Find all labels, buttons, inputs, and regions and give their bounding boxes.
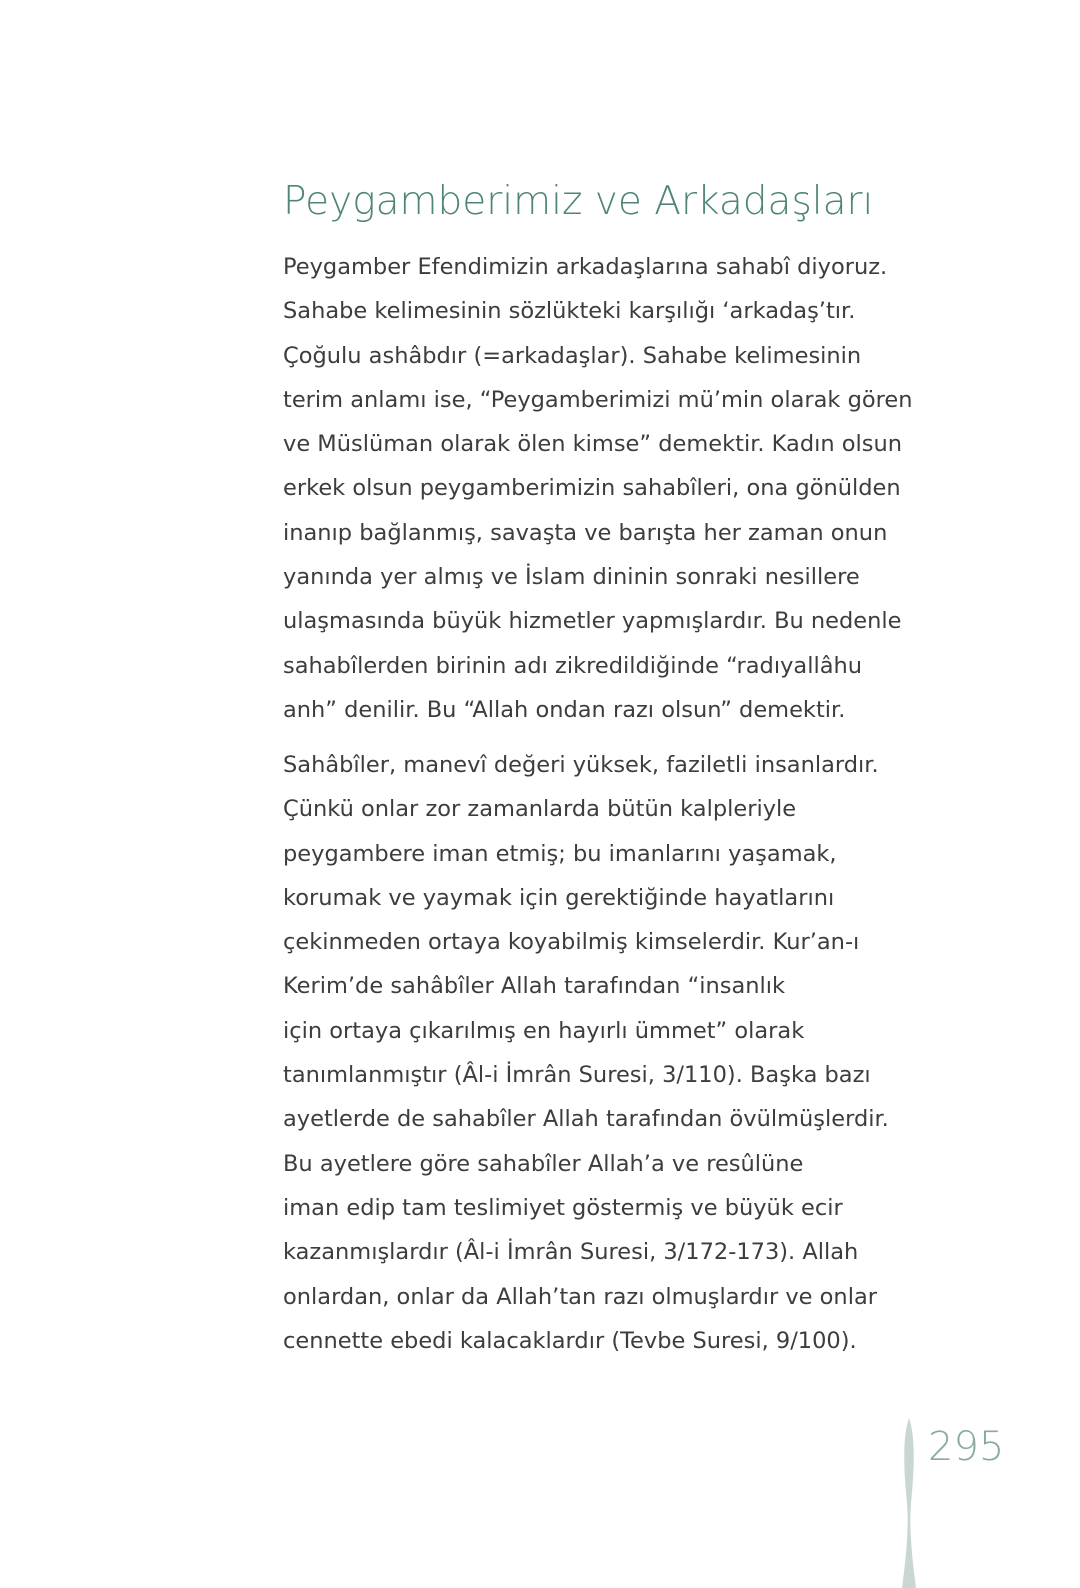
- text-line: Çünkü onlar zor zamanlarda bütün kalpleriyle: [283, 796, 797, 823]
- text-line: Sahabe kelimesinin sözlükteki karşılığı ‘arkadaş’tır.: [283, 298, 856, 325]
- text-line: korumak ve yaymak için gerektiğinde hayatlarını: [283, 884, 835, 911]
- text-line: ve Müslüman olarak ölen kimse” demektir. Kadın olsun: [283, 431, 903, 458]
- text-line: Peygamber Efendimizin arkadaşlarına sahabî diyoruz.: [283, 254, 888, 280]
- leaf-ornament-shape: [902, 1418, 916, 1588]
- text-line: peygambere iman etmiş; bu imanlarını yaşamak,: [283, 840, 837, 867]
- text-line: ulaşmasında büyük hizmetler yapmışlardır. Bu nedenle: [283, 608, 902, 635]
- text-line: sahabîlerden birinin adı zikredildiğinde “radıyallâhu: [283, 652, 863, 679]
- text-line: ayetlerde de sahabîler Allah tarafından övülmüşlerdir.: [283, 1106, 889, 1133]
- text-line: çekinmeden ortaya koyabilmiş kimselerdir. Kur’an-ı: [283, 929, 860, 956]
- paragraph-1: [283, 245, 913, 732]
- text-line: için ortaya çıkarılmış en hayırlı ümmet” olarak: [283, 1017, 805, 1044]
- text-line: erkek olsun peygamberimizin sahabîleri, ona gönülden: [283, 475, 901, 502]
- paragraph-2: [283, 743, 889, 1363]
- text-line: anh” denilir. Bu “Allah ondan razı olsun” demektir.: [283, 696, 846, 723]
- text-line: onlardan, onlar da Allah’tan razı olmuşlardır ve onlar: [283, 1283, 877, 1310]
- text-line: kazanmışlardır (Âl-i İmrân Suresi, 3/172-173). Allah: [283, 1239, 859, 1266]
- text-line: tanımlanmıştır (Âl-i İmrân Suresi, 3/110). Başka bazı: [283, 1062, 871, 1089]
- text-line: cennette ebedi kalacaklardır (Tevbe Suresi, 9/100).: [283, 1327, 857, 1354]
- text-line: yanında yer almış ve İslam dininin sonraki nesillere: [283, 564, 860, 591]
- text-line: Çoğulu ashâbdır (=arkadaşlar). Sahabe kelimesinin: [283, 342, 862, 369]
- text-line: inanıp bağlanmış, savaşta ve barışta her zaman onun: [283, 519, 888, 546]
- text-line: Kerim’de sahâbîler Allah tarafından “insanlık: [283, 973, 786, 1000]
- text-line: Bu ayetlere göre sahabîler Allah’a ve resûlüne: [283, 1150, 804, 1177]
- text-line: Sahâbîler, manevî değeri yüksek, faziletli insanlardır.: [283, 752, 879, 778]
- leaf-ornament-icon: [898, 1418, 920, 1588]
- page-title: Peygamberimiz ve Arkadaşları: [283, 179, 874, 224]
- text-line: terim anlamı ise, “Peygamberimizi mü’min olarak gören: [283, 386, 913, 413]
- page-number: 295: [928, 1424, 1005, 1470]
- text-line: iman edip tam teslimiyet göstermiş ve büyük ecir: [283, 1194, 843, 1221]
